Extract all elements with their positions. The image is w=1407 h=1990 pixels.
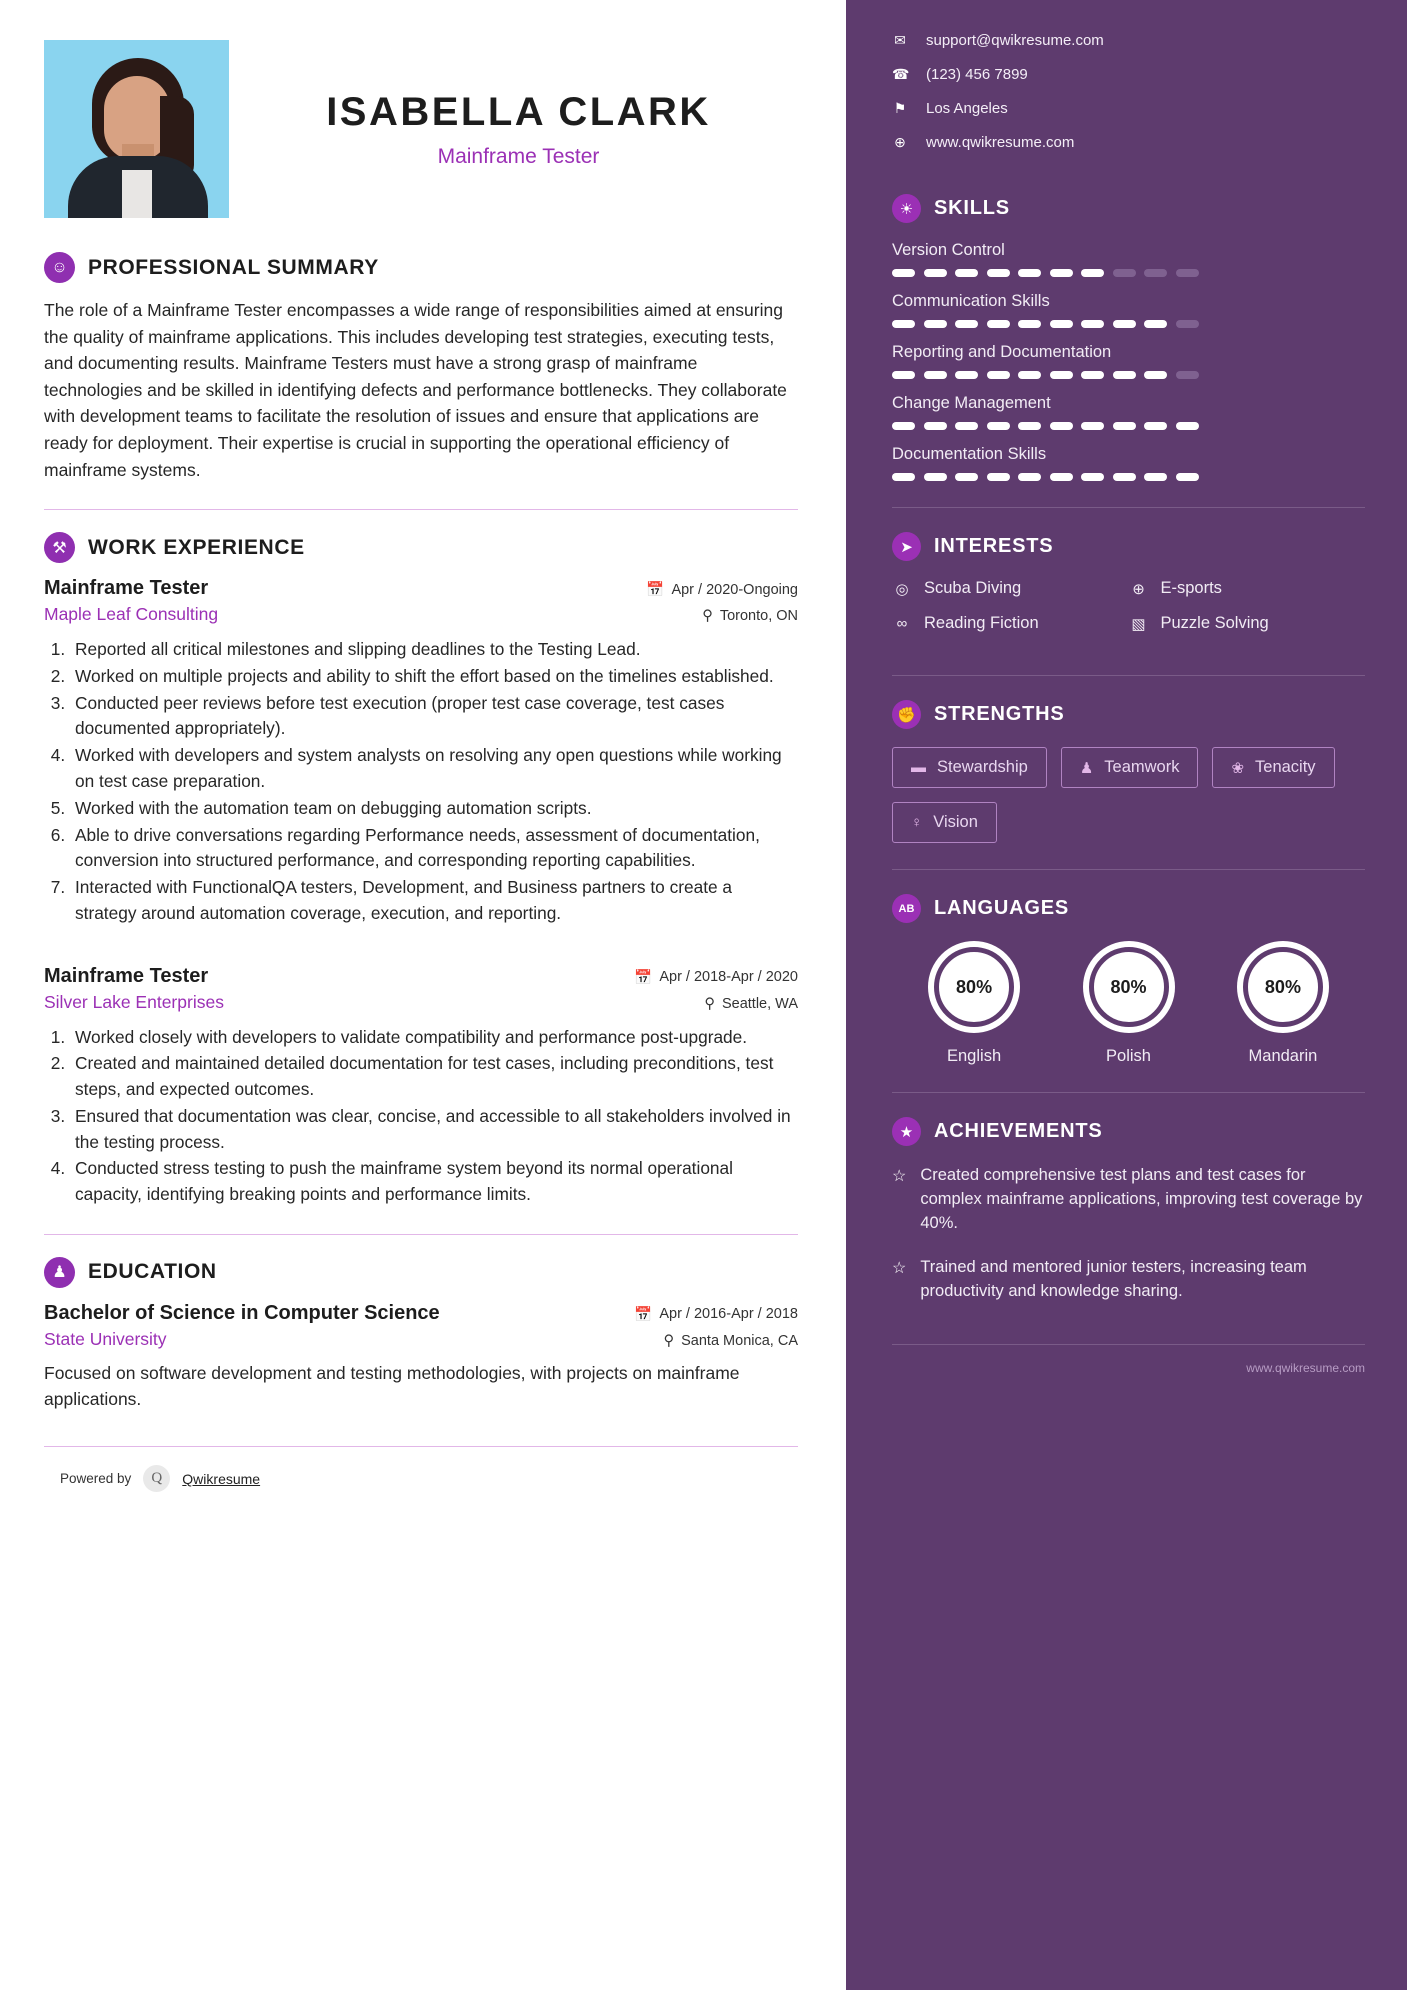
divider xyxy=(44,1234,798,1235)
star-badge-icon: ☆ xyxy=(892,1259,907,1277)
section-header-interests xyxy=(892,532,1365,561)
paperplane-icon: ➤ xyxy=(892,532,921,561)
skill-item: Communication Skills xyxy=(892,292,1365,328)
people-icon: ♟ xyxy=(1079,759,1094,777)
education-item xyxy=(44,1302,798,1413)
job-bullets xyxy=(70,637,798,926)
qwikresume-link[interactable]: Qwikresume xyxy=(182,1470,261,1487)
pin-icon: ⚲ xyxy=(702,608,713,625)
languages-list xyxy=(892,941,1365,1066)
skill-level xyxy=(892,269,1365,277)
achievements-list xyxy=(892,1164,1365,1304)
calendar-icon: 📅 xyxy=(646,582,665,599)
list-item: 2. Worked on multiple projects and ability to shift the effort based on the timelines established. xyxy=(70,664,798,690)
language-progress-ring: 80% xyxy=(928,941,1020,1033)
education-location: ⚲ Santa Monica, CA xyxy=(663,1332,798,1349)
candidate-name: ISABELLA CLARK xyxy=(326,89,711,134)
languages-heading: LANGUAGES xyxy=(934,897,1069,919)
puzzle-icon: ▧ xyxy=(1131,615,1146,633)
language-progress-ring: 80% xyxy=(1237,941,1329,1033)
contact-email[interactable]: ✉ support@qwikresume.com xyxy=(892,32,1365,49)
pin-icon: ⚲ xyxy=(663,1332,675,1349)
book-icon: ∞ xyxy=(896,615,908,632)
achievement-item: ☆ Created comprehensive test plans and test cases for complex mainframe applications, improving test coverage by 40%. xyxy=(892,1164,1365,1236)
interests-heading: INTERESTS xyxy=(934,535,1054,557)
interests-list xyxy=(892,579,1365,649)
calendar-icon: 📅 xyxy=(634,1306,653,1323)
job-dates: 📅 Apr / 2020-Ongoing xyxy=(646,581,798,599)
binoculars-icon: ♀ xyxy=(911,814,923,831)
education-school: State University xyxy=(44,1328,167,1349)
list-item: 1. Reported all critical milestones and slipping deadlines to the Testing Lead. xyxy=(70,637,798,663)
contact-list xyxy=(892,32,1365,151)
language-item: 80% Polish xyxy=(1052,941,1204,1066)
bulb-icon: ☀ xyxy=(892,194,921,223)
powered-by-label: Powered by xyxy=(60,1471,132,1487)
achievement-item: ☆ Trained and mentored junior testers, increasing team productivity and knowledge sharing. xyxy=(892,1256,1365,1304)
list-item: 7. Interacted with FunctionalQA testers, Development, and Business partners to create a strategy around automation coverage, execution, and reporting. xyxy=(70,875,798,927)
job-company: Silver Lake Enterprises xyxy=(44,991,224,1012)
list-item: 2. Created and maintained detailed documentation for test cases, including preconditions, test steps, and expected outcomes. xyxy=(70,1051,798,1103)
skill-level xyxy=(892,371,1365,379)
divider xyxy=(892,1092,1365,1093)
experience-item xyxy=(44,965,798,1208)
contact-location: ⚑ Los Angeles xyxy=(893,100,1008,117)
right-column xyxy=(846,0,1407,1990)
experience-item xyxy=(44,577,798,926)
briefcase-icon: ▬ xyxy=(911,759,926,776)
language-item: 80% English xyxy=(898,941,1050,1066)
diving-icon: ◎ xyxy=(895,580,909,598)
education-heading: EDUCATION xyxy=(88,1260,217,1284)
translate-icon: AB xyxy=(892,894,921,923)
list-item: 6. Able to drive conversations regarding Performance needs, assessment of documentation, conversion into structured performance, and corresponding reporting capabilities. xyxy=(70,823,798,875)
strength-item: ♀ Vision xyxy=(892,802,997,843)
list-item: 3. Ensured that documentation was clear, concise, and accessible to all stakeholders involved in the testing process. xyxy=(70,1104,798,1156)
resume-header xyxy=(44,40,798,218)
interest-item: ▧ Puzzle Solving xyxy=(1129,614,1366,633)
esports-icon: ⊕ xyxy=(1132,580,1145,598)
divider xyxy=(892,675,1365,676)
interest-item: ⊕ E-sports xyxy=(1129,579,1366,598)
job-company: Maple Leaf Consulting xyxy=(44,604,219,625)
strengths-list xyxy=(892,747,1365,843)
strength-item: ♟ Teamwork xyxy=(1061,747,1199,788)
section-header-summary xyxy=(44,252,798,283)
qwikresume-logo-icon: Q xyxy=(143,1465,170,1492)
skills-heading: SKILLS xyxy=(934,197,1010,219)
divider xyxy=(44,509,798,510)
summary-text: The role of a Mainframe Tester encompasses a wide range of responsibilities aimed at ensuring the quality of mainframe applications. This includes developing test strategies, executing tests, and documenting results. Mainframe Testers must have a strong grasp of mainframe technologies and be skilled in identifying defects and performance bottlenecks. They collaborate with development teams to facilitate the resolution of issues and ensure that applications are ready for deployment. Their expertise is crucial in supporting the operational efficiency of mainframe systems. xyxy=(44,300,787,480)
phone-icon: ☎ xyxy=(892,66,910,82)
skill-level xyxy=(892,422,1365,430)
strength-item: ▬ Stewardship xyxy=(892,747,1047,788)
contact-website[interactable]: ⊕ www.qwikresume.com xyxy=(892,134,1365,151)
page-footer xyxy=(44,1446,798,1492)
section-header-education xyxy=(44,1257,798,1288)
fist-icon: ✊ xyxy=(892,700,921,729)
language-item: 80% Mandarin xyxy=(1207,941,1359,1066)
job-location: ⚲ Toronto, ON xyxy=(702,608,798,625)
briefcase-icon: ⚒ xyxy=(44,532,75,563)
list-item: 4. Worked with developers and system analysts on resolving any open questions while working on test case preparation. xyxy=(70,743,798,795)
divider xyxy=(892,507,1365,508)
person-icon: ☺ xyxy=(44,252,75,283)
section-header-skills xyxy=(892,194,1365,223)
skill-item: Change Management xyxy=(892,394,1365,430)
list-item: 3. Conducted peer reviews before test execution (proper test case coverage, test cases documented appropriately). xyxy=(70,691,798,743)
section-header-experience xyxy=(44,532,798,563)
job-location: ⚲ Seattle, WA xyxy=(704,995,798,1012)
list-item: 5. Worked with the automation team on debugging automation scripts. xyxy=(70,796,798,822)
email-icon: ✉ xyxy=(894,32,906,48)
star-badge-icon: ☆ xyxy=(892,1168,907,1185)
skill-item: Version Control xyxy=(892,241,1365,277)
key-icon: ❀ xyxy=(1231,759,1245,777)
section-header-achievements xyxy=(892,1117,1365,1146)
pin-icon: ⚲ xyxy=(704,995,715,1012)
job-position: Mainframe Tester xyxy=(44,577,209,600)
section-header-languages xyxy=(892,894,1365,923)
strength-item: ❀ Tenacity xyxy=(1212,747,1334,788)
divider xyxy=(892,869,1365,870)
section-header-strengths xyxy=(892,700,1365,729)
candidate-title: Mainframe Tester xyxy=(437,144,600,168)
summary-heading: PROFESSIONAL SUMMARY xyxy=(88,255,379,279)
contact-phone[interactable]: ☎ (123) 456 7899 xyxy=(892,66,1028,83)
name-block xyxy=(229,90,798,169)
job-dates: 📅 Apr / 2018-Apr / 2020 xyxy=(634,969,798,986)
skill-item: Reporting and Documentation xyxy=(892,343,1365,379)
graduation-icon: ♟ xyxy=(44,1257,75,1288)
language-progress-ring: 80% xyxy=(1083,941,1175,1033)
interest-item: ◎ Scuba Diving xyxy=(892,579,1129,598)
skill-item: Documentation Skills xyxy=(892,445,1365,481)
experience-heading: WORK EXPERIENCE xyxy=(88,535,305,559)
list-item: 1. Worked closely with developers to validate compatibility and performance post-upgrade. xyxy=(70,1025,798,1051)
calendar-icon: 📅 xyxy=(634,969,653,986)
job-position: Mainframe Tester xyxy=(44,964,209,987)
list-item: 4. Conducted stress testing to push the mainframe system beyond its normal operational capacity, identifying breaking points and performance limits. xyxy=(70,1156,798,1208)
job-bullets xyxy=(70,1025,798,1208)
interest-item: ∞ Reading Fiction xyxy=(892,614,1129,633)
location-icon: ⚑ xyxy=(893,100,907,116)
education-description: Focused on software development and testing methodologies, with projects on mainframe applications. xyxy=(44,1362,740,1410)
education-dates: 📅 Apr / 2016-Apr / 2018 xyxy=(634,1306,798,1323)
strengths-heading: STRENGTHS xyxy=(934,703,1065,725)
profile-photo xyxy=(44,40,229,218)
skill-level xyxy=(892,320,1365,328)
skill-level xyxy=(892,473,1365,481)
star-icon: ★ xyxy=(892,1117,921,1146)
skills-list xyxy=(892,241,1365,481)
education-degree: Bachelor of Science in Computer Science xyxy=(44,1301,440,1324)
globe-icon: ⊕ xyxy=(894,134,906,150)
achievements-heading: ACHIEVEMENTS xyxy=(934,1120,1103,1142)
right-footer-url: www.qwikresume.com xyxy=(892,1344,1365,1375)
